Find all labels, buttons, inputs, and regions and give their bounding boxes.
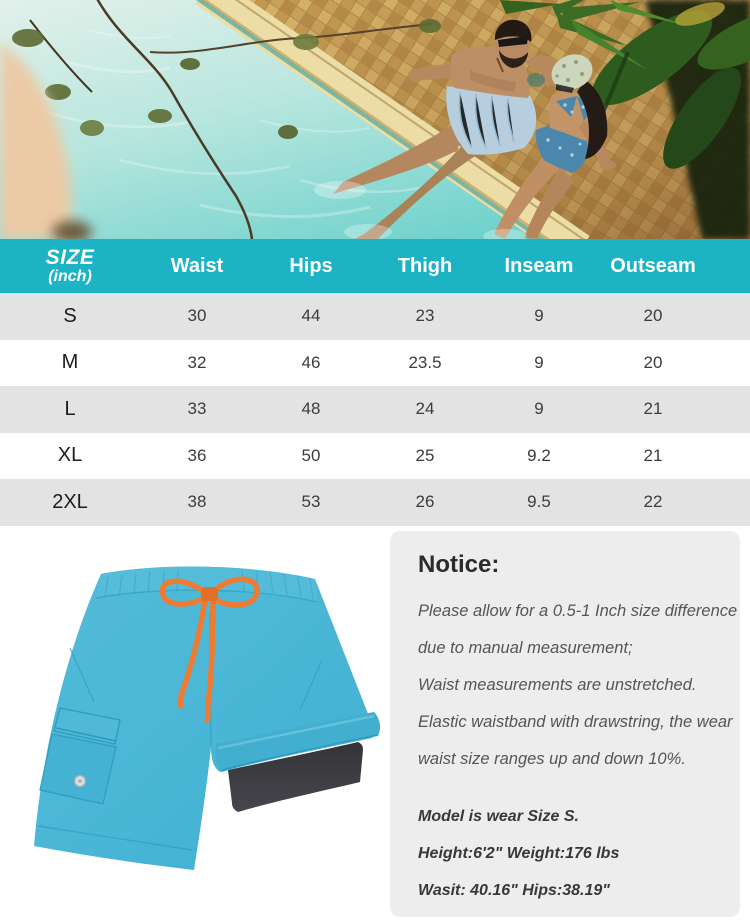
notice-title: Notice: (418, 550, 500, 578)
size-cell: S (63, 304, 77, 327)
size-unit-label: (inch) (48, 267, 92, 285)
table-row-xl (0, 433, 750, 480)
notice-line: Waist measurements are unstretched. (418, 675, 697, 694)
pool-photo (0, 0, 750, 239)
inseam-cell: 9.5 (527, 492, 551, 512)
table-row-m (0, 340, 750, 387)
inseam-cell: 9 (534, 306, 544, 326)
bottom-section (0, 526, 750, 924)
outseam-cell: 21 (643, 399, 663, 419)
notice-line: Elastic waistband with drawstring, the wear (418, 712, 733, 731)
size-chart-table (0, 239, 750, 526)
column-header-waist: Waist (170, 254, 224, 277)
notice-line: Please allow for a 0.5-1 Inch size difference (418, 601, 738, 620)
thigh-cell: 24 (415, 399, 435, 419)
column-header-hips: Hips (289, 254, 333, 277)
waist-cell: 33 (187, 399, 207, 419)
shorts-product-image (4, 532, 386, 922)
hips-cell: 53 (301, 492, 321, 512)
inseam-cell: 9 (534, 352, 544, 372)
drawstring-knot (201, 587, 218, 601)
pool-photo-section (0, 0, 750, 239)
hips-cell: 50 (301, 445, 321, 465)
table-row-l (0, 386, 750, 433)
table-row-s (0, 293, 750, 340)
hips-cell: 46 (301, 352, 321, 372)
model-info-line: Wasit: 40.16" Hips:38.19" (418, 881, 610, 899)
notice-line: due to manual measurement; (418, 638, 633, 657)
waist-cell: 30 (187, 306, 207, 326)
inseam-cell: 9.2 (527, 445, 551, 465)
hips-cell: 48 (301, 399, 321, 419)
size-chart-header-row (0, 239, 750, 293)
column-header-inseam: Inseam (504, 254, 574, 277)
size-label: SIZE (45, 245, 95, 269)
size-cell: L (64, 397, 76, 420)
waist-cell: 36 (187, 445, 207, 465)
model-info-line: Height:6'2" Weight:176 lbs (418, 844, 620, 862)
model-info (418, 798, 736, 909)
waist-cell: 38 (187, 492, 207, 512)
notice-panel (390, 531, 740, 917)
shorts-figure (0, 526, 390, 924)
inseam-cell: 9 (534, 399, 544, 419)
thigh-cell: 26 (415, 492, 435, 512)
table-row-2xl (0, 479, 750, 526)
column-header-size (0, 247, 140, 286)
column-header-outseam: Outseam (610, 254, 696, 277)
outseam-cell: 20 (643, 306, 663, 326)
outseam-cell: 22 (643, 492, 663, 512)
size-cell: M (61, 351, 79, 374)
thigh-cell: 23.5 (408, 352, 442, 372)
hips-cell: 44 (301, 306, 321, 326)
model-info-line: Model is wear Size S. (418, 807, 579, 825)
column-header-thigh: Thigh (397, 254, 453, 277)
size-cell: 2XL (52, 490, 88, 513)
notice-line: waist size ranges up and down 10%. (418, 749, 686, 768)
thigh-cell: 25 (415, 445, 435, 465)
thigh-cell: 23 (415, 306, 435, 326)
outseam-cell: 21 (643, 445, 663, 465)
outseam-cell: 20 (643, 352, 663, 372)
notice-text (418, 593, 736, 778)
size-cell: XL (57, 444, 83, 467)
waist-cell: 32 (187, 352, 207, 372)
